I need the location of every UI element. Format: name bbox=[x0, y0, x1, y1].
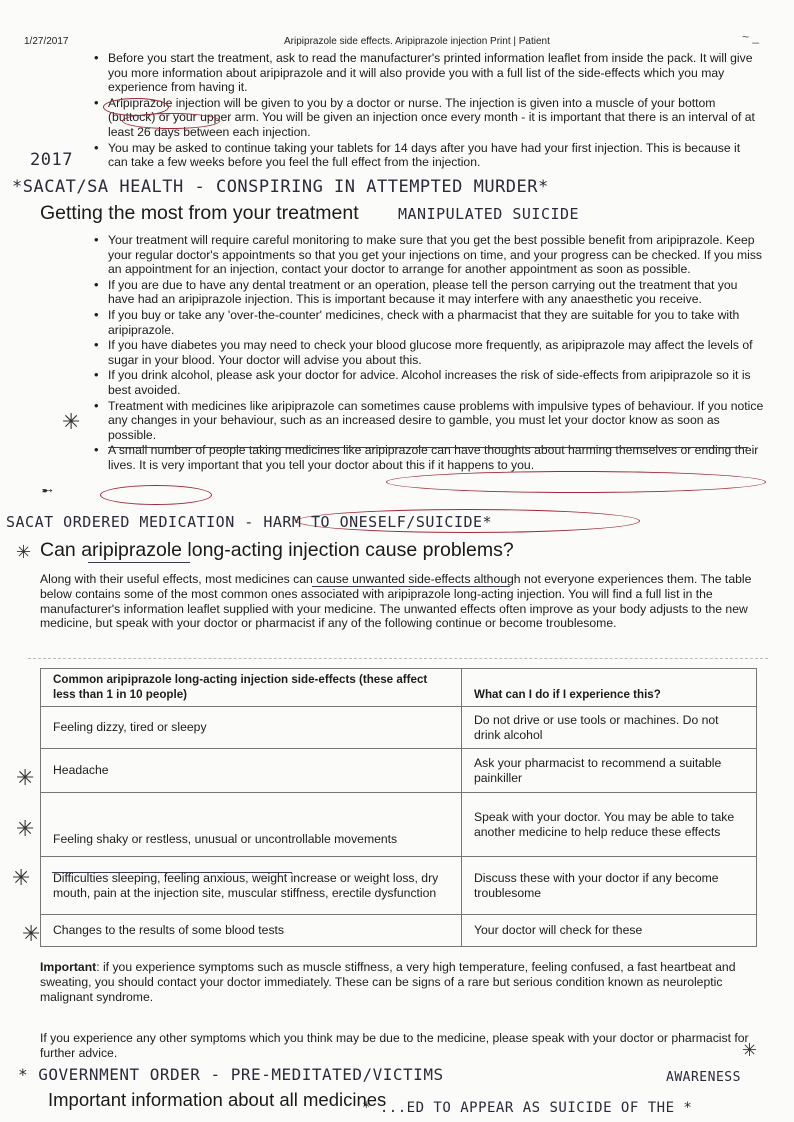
handwritten-note-conspiring: *SACAT/SA HEALTH - CONSPIRING IN ATTEMPTED MURDER* bbox=[12, 177, 549, 197]
table-row bbox=[41, 707, 757, 749]
print-date: 1/27/2017 bbox=[24, 36, 69, 47]
effect-cell: Difficulties sleeping, feeling anxious, weight increase or weight loss, dry mouth, pain at the injection site, muscular stiffness, erectile dysfunction bbox=[41, 857, 462, 915]
handwritten-star-icon: ✳ bbox=[742, 1040, 758, 1061]
handwritten-note-awareness: AWARENESS bbox=[666, 1070, 741, 1085]
handwritten-star-icon: ✳ bbox=[16, 817, 35, 842]
important-note bbox=[40, 960, 768, 1004]
treatment-bullet-list bbox=[92, 233, 764, 474]
table-row bbox=[41, 915, 757, 947]
handwritten-arrow-icon: ➸ bbox=[42, 480, 54, 501]
table-row bbox=[41, 857, 757, 915]
action-cell: Speak with your doctor. You may be able to take another medicine to help reduce these effects bbox=[462, 793, 757, 857]
list-item: • Your treatment will require careful monitoring to make sure that you get the best possible benefit from aripiprazole. Keep your regular doctor's appointments so that you get your injections on time, and your progress can be checked. If you miss an appointment for an injection, contact your doctor to arrange for another appointment as soon as possible. bbox=[92, 233, 764, 277]
handwritten-underline bbox=[312, 586, 510, 587]
handwritten-year: 2017 bbox=[30, 150, 73, 170]
handwritten-note-suicide: MANIPULATED SUICIDE bbox=[398, 205, 580, 223]
table-header-effects: Common aripiprazole long-acting injection side-effects (these affect less than 1 in 10 people) bbox=[41, 669, 462, 707]
handwritten-underline bbox=[52, 872, 292, 873]
list-item: • You may be asked to continue taking your tablets for 14 days after you have had your first injection. This is because it can take a few weeks before you feel the full effect from the injection. bbox=[92, 141, 762, 170]
table-row bbox=[41, 793, 757, 857]
handwritten-note-ordered: SACAT ORDERED MEDICATION - HARM TO ONESELF/SUICIDE* bbox=[6, 513, 493, 531]
action-cell: Ask your pharmacist to recommend a suitable painkiller bbox=[462, 749, 757, 793]
table-header-row bbox=[41, 669, 757, 707]
effect-cell: Headache bbox=[41, 749, 462, 793]
list-item: • If you drink alcohol, please ask your doctor for advice. Alcohol increases the risk of side-effects from aripiprazole so it is best avoided. bbox=[92, 368, 764, 397]
handwritten-circle bbox=[122, 113, 220, 129]
section-heading-problems: Can aripiprazole long-acting injection cause problems? bbox=[40, 539, 514, 561]
handwritten-star-icon: ✳ bbox=[12, 866, 31, 891]
important-text: : if you experience symptoms such as muscle stiffness, a very high temperature, feeling confused, a fast heartbeat and sweating, you should contact your doctor immediately. These can be signs of a rare but serious condition known as neuroleptic malignant syndrome. bbox=[40, 960, 736, 1004]
effect-cell: Changes to the results of some blood tests bbox=[41, 915, 462, 947]
important-label: Important bbox=[40, 960, 97, 974]
action-cell: Your doctor will check for these bbox=[462, 915, 757, 947]
handwritten-circle bbox=[100, 485, 212, 505]
other-symptoms-note: If you experience any other symptoms which you think may be due to the medicine, please speak with your doctor or pharmacist for further advice. bbox=[40, 1031, 749, 1060]
list-item: • Before you start the treatment, ask to read the manufacturer's printed information leaflet from inside the pack. It will give you more information about aripiprazole and it will also provide you with a full list of the side-effects which you may experience from having it. bbox=[92, 51, 762, 95]
print-header-title: Aripiprazole side effects. Aripiprazole injection Print | Patient bbox=[284, 36, 550, 47]
section-heading-treatment: Getting the most from your treatment bbox=[40, 202, 359, 224]
effect-cell: Feeling shaky or restless, unusual or uncontrollable movements bbox=[41, 793, 462, 857]
handwritten-note-appear: * ...ED TO APPEAR AS SUICIDE OF THE * bbox=[362, 1100, 693, 1116]
handwritten-note-government: * GOVERNMENT ORDER - PRE-MEDITATED/VICTIMS bbox=[18, 1065, 444, 1084]
list-item: • Treatment with medicines like aripiprazole can sometimes cause problems with impulsive types of behaviour. If you notice any changes in your behaviour, such as an increased desire to gamble, you must let your doctor know as soon as possible. bbox=[92, 399, 764, 443]
list-item: • If you buy or take any 'over-the-counter' medicines, check with a pharmacist that they are suitable for you to take with aripiprazole. bbox=[92, 308, 764, 337]
list-item: • If you are due to have any dental treatment or an operation, please tell the person carrying out the treatment that you have had an aripiprazole injection. This is important because it may interfere with any anaesthetic you receive. bbox=[92, 278, 764, 307]
corner-mark: ~ _ bbox=[742, 30, 760, 44]
side-effects-table bbox=[40, 668, 757, 947]
handwritten-star-icon: ✳ bbox=[16, 766, 35, 791]
handwritten-star-icon: ✳ bbox=[22, 922, 41, 947]
handwritten-circle bbox=[386, 471, 766, 493]
intro-bullet-list bbox=[92, 51, 762, 171]
effect-cell: Feeling dizzy, tired or sleepy bbox=[41, 707, 462, 749]
table-row bbox=[41, 749, 757, 793]
action-cell: Do not drive or use tools or machines. Do not drink alcohol bbox=[462, 707, 757, 749]
section-heading-important-info: Important information about all medicines bbox=[48, 1089, 387, 1110]
table-header-actions: What can I do if I experience this? bbox=[462, 669, 757, 707]
list-item: • Aripiprazole injection will be given to you by a doctor or nurse. The injection is given into a muscle of your bottom (buttock) or your upper arm. You will be given an injection once every month - it is important that there is an interval of at least 26 days between each injection. bbox=[92, 96, 762, 140]
action-cell: Discuss these with your doctor if any become troublesome bbox=[462, 857, 757, 915]
handwritten-star-icon: ✳ bbox=[16, 542, 32, 563]
list-item: • A small number of people taking medicines like aripiprazole can have thoughts about harming themselves or ending their lives. It is very important that you tell your doctor about this if it happens to you. bbox=[92, 443, 764, 472]
page-divider bbox=[28, 658, 768, 659]
list-item: • If you have diabetes you may need to check your blood glucose more frequently, as aripiprazole may affect the levels of sugar in your blood. Your doctor will advise you about this. bbox=[92, 338, 764, 367]
side-effects-intro: Along with their useful effects, most medicines can cause unwanted side-effects although not everyone experiences them. The table below contains some of the most common ones associated with aripiprazole long-acting injection. You will find a full list in the manufacturer's information leaflet supplied with your medicine. The unwanted effects often improve as your body adjusts to the new medicine, but speak with your doctor or pharmacist if any of the following continue or become troublesome. bbox=[40, 572, 752, 631]
handwritten-underline bbox=[108, 447, 748, 448]
handwritten-star-icon: ✳ bbox=[62, 410, 81, 435]
handwritten-underline bbox=[88, 562, 190, 563]
